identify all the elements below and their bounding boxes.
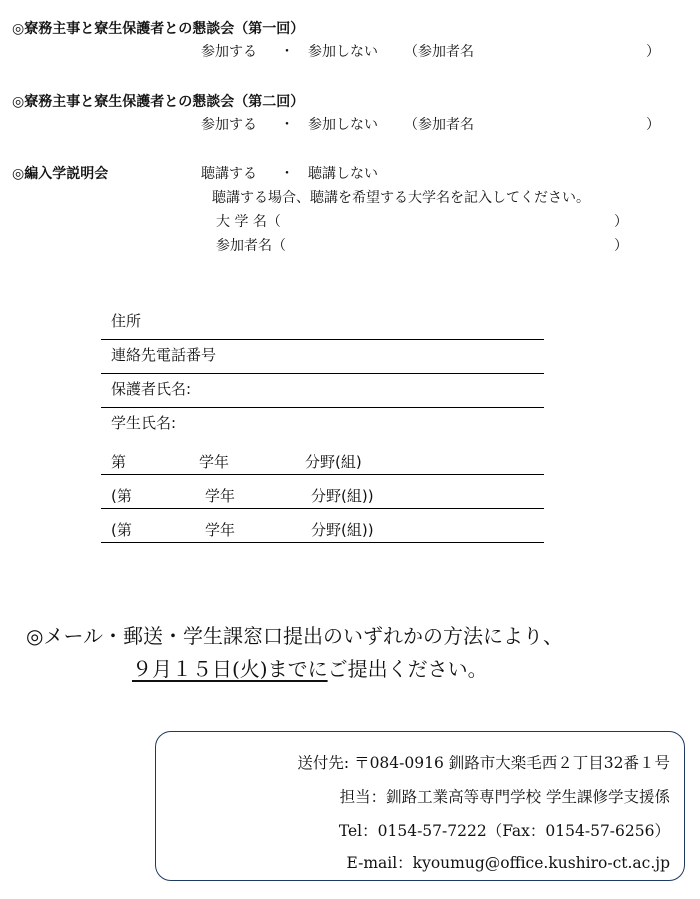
student-row-3[interactable] — [101, 509, 544, 543]
address-label: 住所 — [111, 312, 142, 330]
field-label: 分野(組)) — [311, 521, 374, 539]
event-1-title: ◎寮務主事と寮生保護者との懇談会（第一回） — [12, 21, 305, 37]
grade-label: (第 — [111, 487, 132, 505]
year-label: 学年 — [205, 487, 236, 505]
phone-label: 連絡先電話番号 — [111, 346, 217, 364]
university-close-paren: ） — [614, 214, 628, 230]
event-2-separator: ・ — [280, 117, 294, 133]
transfer-separator: ・ — [280, 166, 294, 182]
year-label: 学年 — [205, 521, 236, 539]
transfer-participant-close-paren: ） — [614, 238, 628, 254]
transfer-not-attend-option[interactable]: 聴講しない — [308, 166, 378, 182]
student-row-1[interactable] — [101, 441, 544, 475]
student-row-2[interactable] — [101, 475, 544, 509]
event-2-participant-label: （参加者名 — [404, 117, 474, 133]
phone-field[interactable] — [101, 340, 544, 374]
event-2-not-attend-option[interactable]: 参加しない — [308, 117, 378, 133]
event-1-close-paren: ） — [646, 44, 660, 60]
contact-box — [155, 731, 685, 881]
submission-notice-line1: ◎メール・郵送・学生課窓口提出のいずれかの方法により、 — [26, 624, 564, 648]
transfer-attend-option[interactable]: 聴講する — [201, 166, 257, 182]
student-name-field[interactable] — [101, 408, 544, 441]
event-2-attend-option[interactable]: 参加する — [201, 117, 257, 133]
deadline-text: ９月１５日(火)までに — [132, 657, 328, 681]
event-1-not-attend-option[interactable]: 参加しない — [308, 44, 378, 60]
contact-form — [101, 306, 544, 543]
contact-email[interactable]: E-mail：kyoumug@office.kushiro-ct.ac.jp — [346, 854, 670, 872]
send-to-address: 送付先: 〒084-0916 釧路市大楽毛西２丁目32番１号 — [297, 754, 670, 772]
event-1-participant-label: （参加者名 — [404, 44, 474, 60]
contact-person: 担当：釧路工業高等専門学校 学生課修学支援係 — [339, 788, 670, 806]
field-label: 分野(組)) — [311, 487, 374, 505]
transfer-participant-label: 参加者名（ — [216, 238, 286, 254]
grade-label: 第 — [111, 453, 127, 471]
event-1-separator: ・ — [280, 44, 294, 60]
address-field[interactable] — [101, 306, 544, 340]
guardian-name-label: 保護者氏名: — [111, 380, 192, 398]
field-label: 分野(組) — [305, 453, 362, 471]
grade-label: (第 — [111, 521, 132, 539]
event-2-title: ◎寮務主事と寮生保護者との懇談会（第二回） — [12, 94, 305, 110]
event-1-attend-option[interactable]: 参加する — [201, 44, 257, 60]
guardian-name-field[interactable] — [101, 374, 544, 408]
submission-instruction: ご提出ください。 — [327, 657, 488, 681]
transfer-instruction: 聴講する場合、聴講を希望する大学名を記入してください。 — [212, 190, 590, 206]
year-label: 学年 — [199, 453, 230, 471]
transfer-session-title: ◎編入学説明会 — [12, 166, 109, 182]
student-name-label: 学生氏名: — [111, 414, 177, 432]
contact-tel: Tel：0154-57-7222（Fax：0154-57-6256） — [338, 822, 670, 840]
submission-notice-line2 — [132, 653, 488, 682]
event-2-close-paren: ） — [646, 117, 660, 133]
university-name-label: 大 学 名（ — [216, 214, 281, 230]
